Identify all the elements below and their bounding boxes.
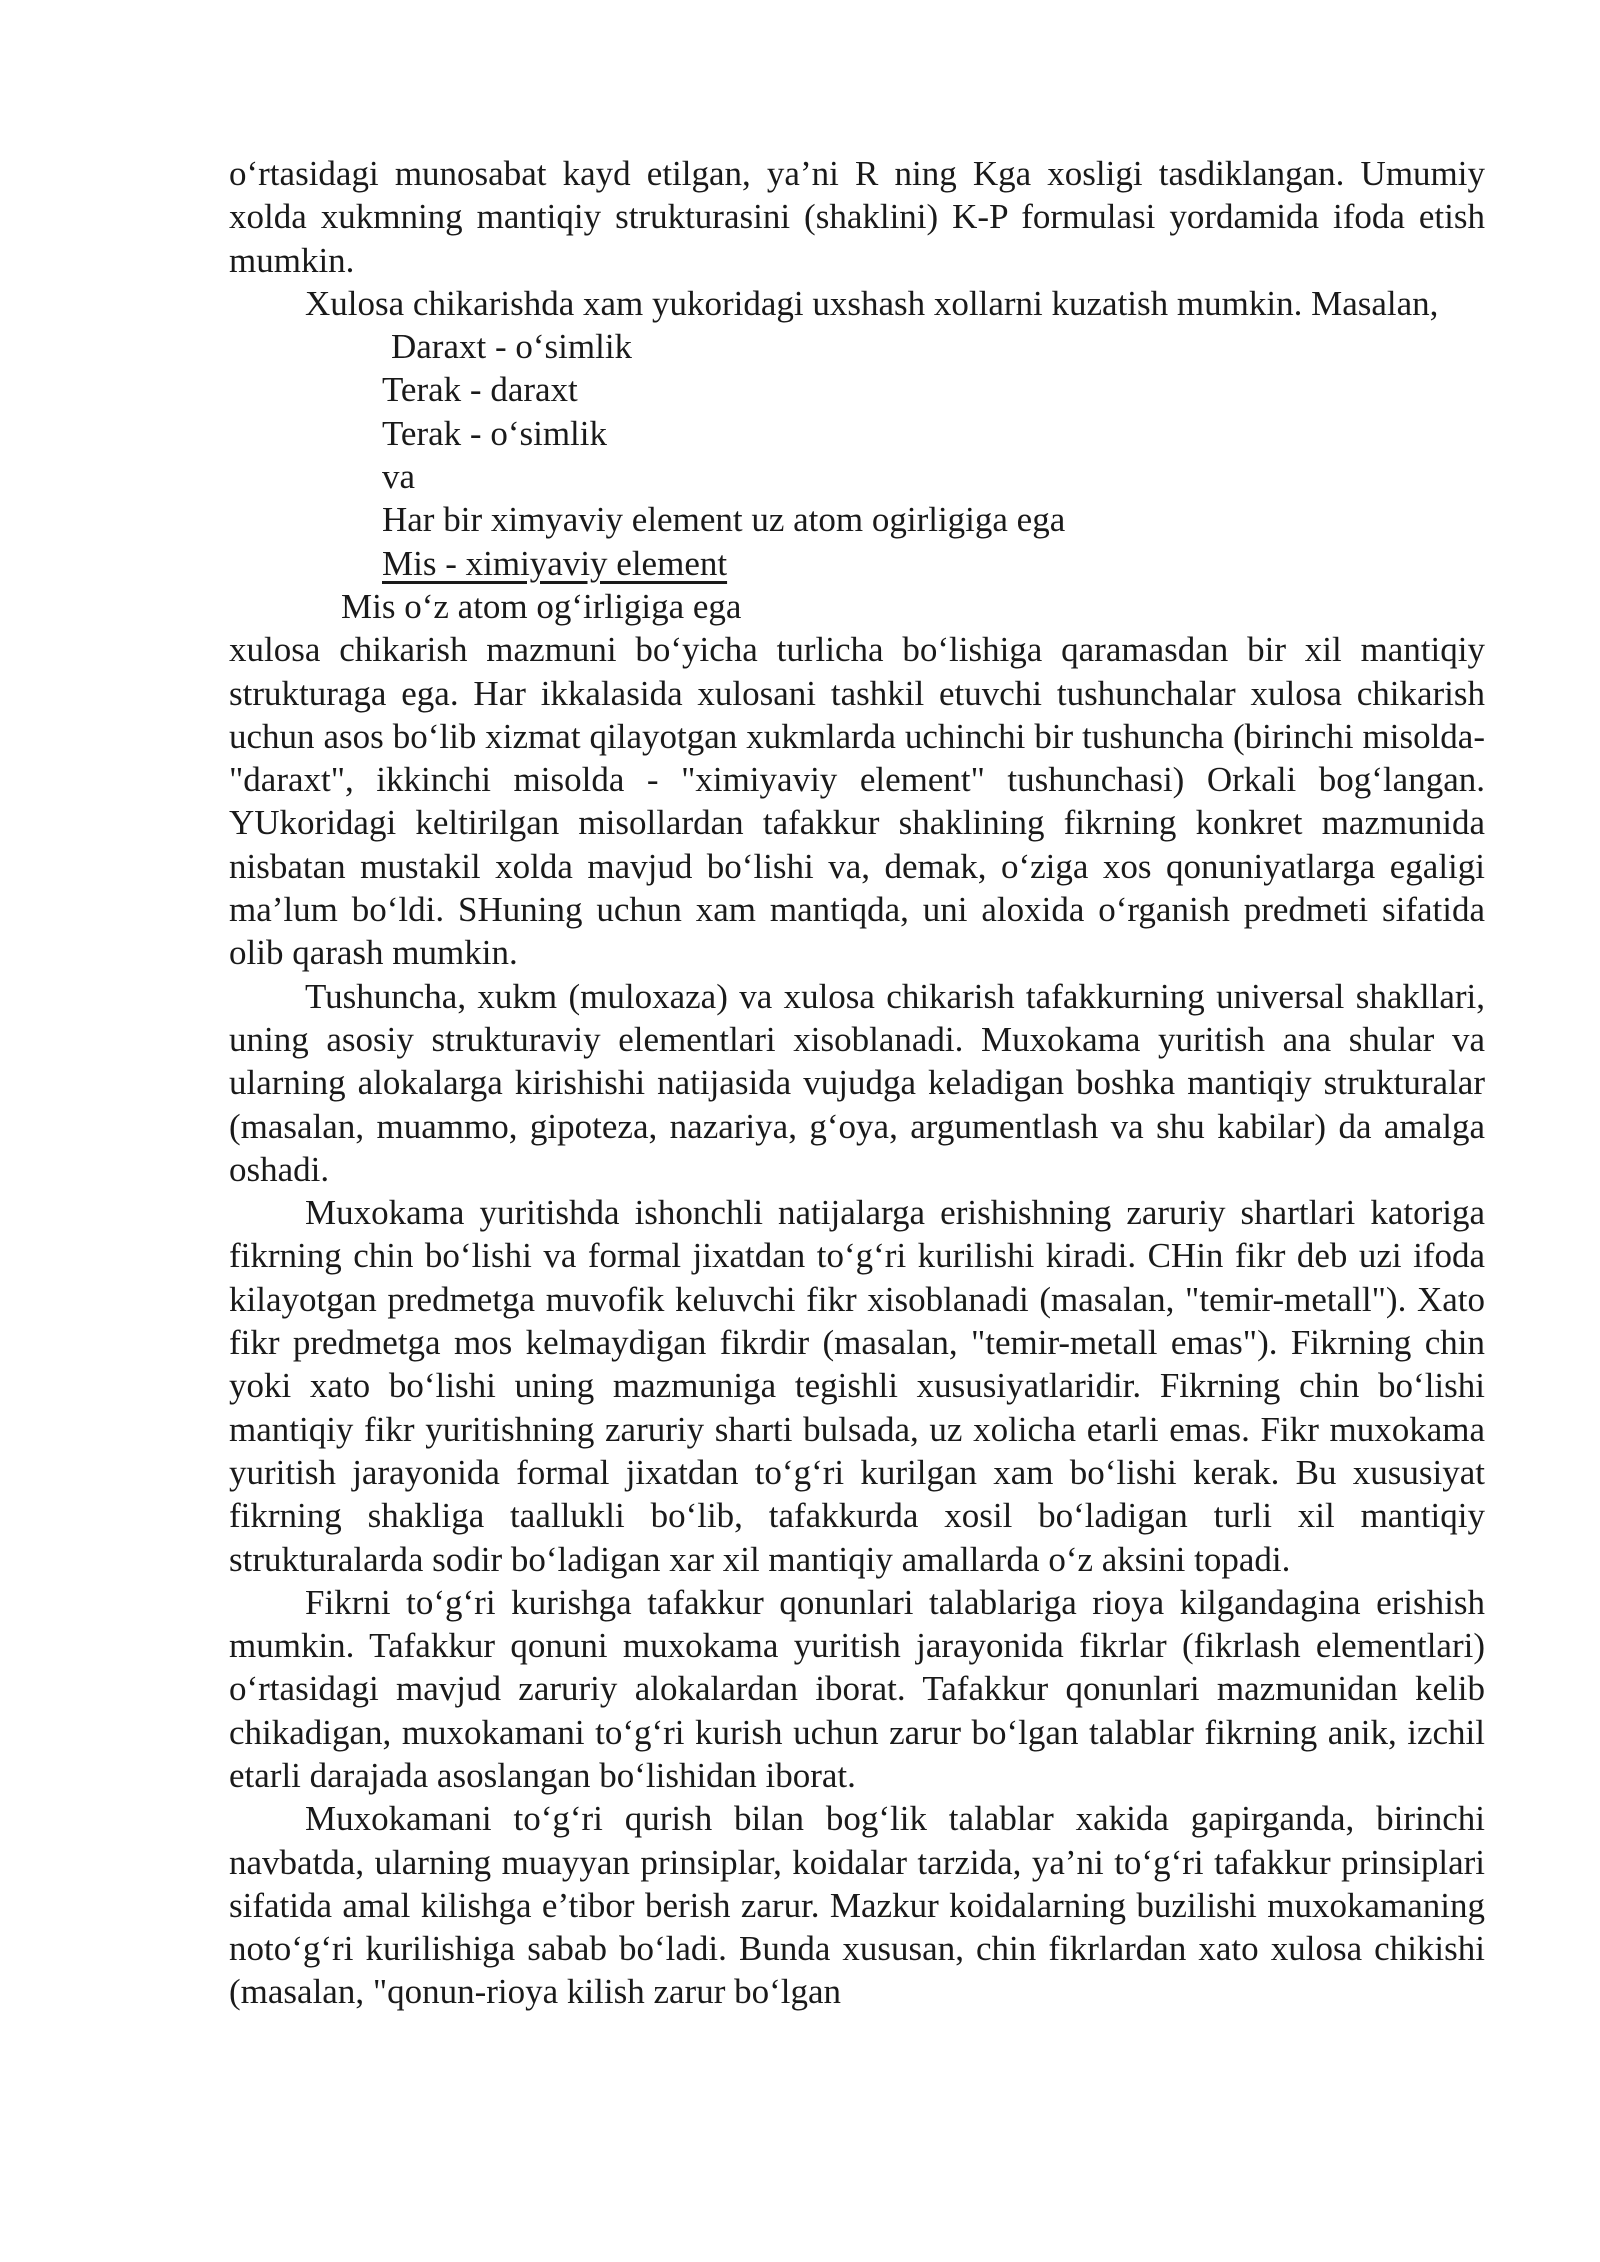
- paragraph-3: xulosa chikarish mazmuni bo‘yicha turlicha bo‘lishiga qaramasdan bir xil mantiqiy strukturaga ega. Har ikkalasida xulosani tashkil etuvchi tushunchalar xulosa chikarish uchun asos bo‘lib xizmat qilayotgan xukmlarda uchinchi bir tushuncha (birinchi misolda-"daraxt", ikkinchi misolda - "ximiyaviy element" tushunchasi) Orkali bog‘langan. YUkoridagi keltirilgan misollardan tafakkur shaklining fikrning konkret mazmunida nisbatan mustakil xolda mavjud bo‘lishi va, demak, o‘ziga xos qonuniyatlarga egaligi ma’lum bo‘ldi. SHuning uchun xam mantiqda, uni aloxida o‘rganish predmeti sifatida olib qarash mumkin.: [229, 630, 1485, 973]
- example-line-6-underlined: Mis - ximiyaviy element: [382, 543, 728, 583]
- example-line-1: Daraxt - o‘simlik: [391, 327, 633, 367]
- paragraph-2: Xulosa chikarishda xam yukoridagi uxshash xollarni kuzatish mumkin. Masalan,: [305, 283, 1439, 323]
- paragraph-5: Muxokama yuritishda ishonchli natijalarga erishishning zaruriy shartlari katoriga fikrning chin bo‘lishi va formal jixatdan to‘g‘ri kurilishi kiradi. CHin fikr deb uzi ifoda kilayotgan predmetga muvofik keluvchi fikr xisoblanadi (masalan, "temir-metall"). Xato fikr predmetga mos kelmaydigan fikrdir (masalan, "temir-metall emas"). Fikrning chin yoki xato bo‘lishi uning mazmuniga tegishli xususiyatlaridir. Fikrning chin bo‘lishi mantiqiy fikr yuritishning zaruriy sharti bulsada, uz xolicha etarli emas. Fikr muxokama yuritish jarayonida formal jixatdan to‘g‘ri kurilgan xam bo‘lishi kerak. Bu xususiyat fikrning shakliga taallukli bo‘lib, tafakkurda xosil bo‘ladigan turli xil mantiqiy strukturalarda sodir bo‘ladigan xar xil mantiqiy amallarda o‘z aksini topadi.: [229, 1193, 1485, 1579]
- syllogism-examples: [229, 325, 1485, 628]
- example-line-5: Har bir ximyaviy element uz atom ogirligiga ega: [382, 500, 1066, 540]
- example-line-4: va: [382, 457, 416, 497]
- example-line-7: Mis o‘z atom og‘irligiga ega: [341, 586, 742, 626]
- paragraph-4: Tushuncha, xukm (muloxaza) va xulosa chikarish tafakkurning universal shakllari, uning asosiy strukturaviy elementlari xisoblanadi. Muxokama yuritish ana shular va ularning alokalarga kirishishi natijasida vujudga keladigan boshka mantiqiy strukturalar (masalan, muammo, gipoteza, nazariya, g‘oya, argumentlash va shu kabilar) da amalga oshadi.: [229, 976, 1485, 1189]
- example-line-3: Terak - o‘simlik: [382, 413, 607, 453]
- example-line-2: Terak - daraxt: [382, 370, 578, 410]
- paragraph-6: Fikrni to‘g‘ri kurishga tafakkur qonunlari talablariga rioya kilgandagina erishish mumkin. Tafakkur qonuni muxokama yuritish jarayonida fikrlar (fikrlash elementlari) o‘rtasidagi mavjud zaruriy alokalardan iborat. Tafakkur qonunlari mazmunidan kelib chikadigan, muxokamani to‘g‘ri kurish uchun zarur bo‘lgan talablar fikrning anik, izchil etarli darajada asoslangan bo‘lishidan iborat.: [229, 1582, 1485, 1795]
- paragraph-1: o‘rtasidagi munosabat kayd etilgan, ya’ni R ning Kga xosligi tasdiklangan. Umumiy xolda xukmning mantiqiy strukturasini (shaklini) K-P formulasi yordamida ifoda etish mumkin.: [229, 154, 1485, 280]
- document-page: [229, 152, 1485, 2014]
- paragraph-7: Muxokamani to‘g‘ri qurish bilan bog‘lik talablar xakida gapirganda, birinchi navbatda, ularning muayyan prinsiplar, koidalar tarzida, ya’ni to‘g‘ri tafakkur prinsiplari sifatida amal kilishga e’tibor berish zarur. Mazkur koidalarning buzilishi muxokamaning noto‘g‘ri kurilishiga sabab bo‘ladi. Bunda xususan, chin fikrlardan xato xulosa chikishi (masalan, "qonun-rioya kilish zarur bo‘lgan: [229, 1799, 1485, 2012]
